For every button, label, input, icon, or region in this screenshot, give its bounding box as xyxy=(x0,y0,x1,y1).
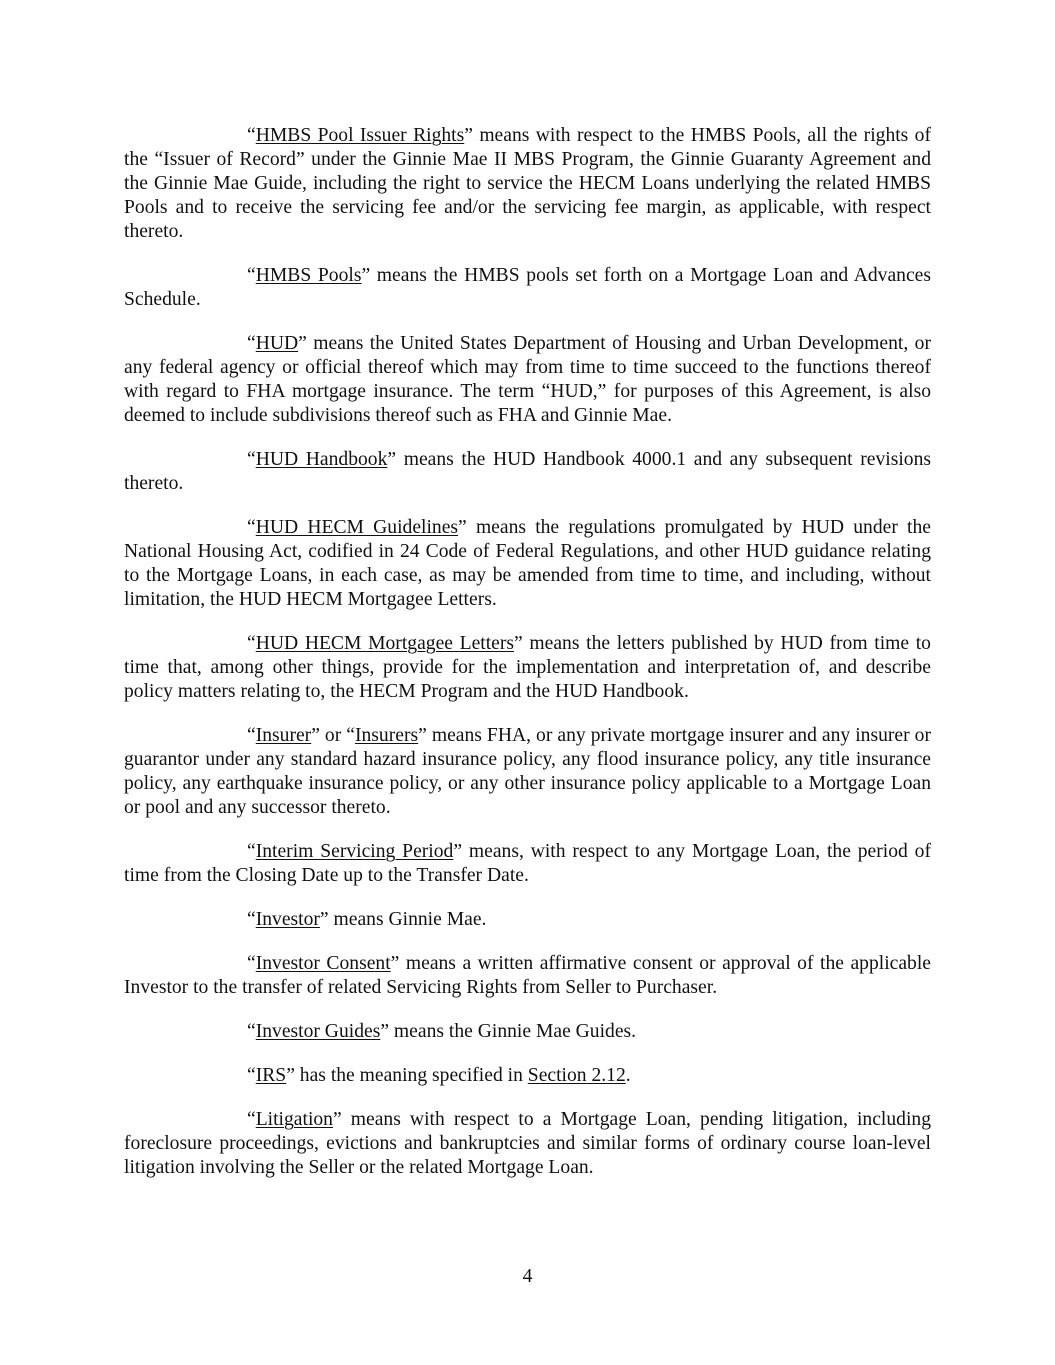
definition-text: means FHA, or any private mortgage insurer and any insurer or guarantor under any standard hazard insurance policy, any flood insurance policy, any title insurance policy, any earthquake insurance policy, or any other insurance policy applicable to a Mortgage Loan or pool and any successor thereto. xyxy=(124,725,931,818)
definition-text: means a written affirmative consent or approval of the applicable Investor to the transfer of related Servicing Rights from Seller to Purchaser. xyxy=(124,953,931,998)
defined-term: HUD Handbook xyxy=(255,449,388,470)
close-quote: ” xyxy=(464,125,473,146)
open-quote: “ xyxy=(247,953,256,974)
definition-text: means, with respect to any Mortgage Loan, the period of time from the Closing Date up to the Transfer Date. xyxy=(124,841,931,886)
definition-investor xyxy=(124,908,931,932)
quote-or-connector: ” or “ xyxy=(311,725,355,746)
defined-term: IRS xyxy=(255,1065,287,1086)
definition-text: means the Ginnie Mae Guides. xyxy=(389,1021,637,1042)
section-reference-link[interactable]: Section 2.12 xyxy=(527,1065,626,1086)
close-quote: ” xyxy=(514,633,523,654)
definition-text: means the United States Department of Housing and Urban Development, or any federal agency or official thereof which may from time to time succeed to the functions thereof with regard to FHA mortgage insurance. The term “HUD,” for purposes of this Agreement, is also deemed to include subdivisions thereof such as FHA and Ginnie Mae. xyxy=(124,333,931,426)
definition-text: means Ginnie Mae. xyxy=(328,909,487,930)
defined-term: HMBS Pools xyxy=(255,265,362,286)
open-quote: “ xyxy=(247,1021,256,1042)
defined-term: Investor Guides xyxy=(255,1021,381,1042)
close-quote: ” xyxy=(361,265,371,286)
definition-hud-hecm-guidelines xyxy=(124,516,931,612)
definition-text: means the HMBS pools set forth on a Mortgage Loan and Advances Schedule. xyxy=(124,265,931,310)
defined-term: Insurer xyxy=(255,725,312,746)
definition-hmbs-pool-issuer-rights xyxy=(124,124,931,244)
close-quote: ” xyxy=(458,517,467,538)
definition-text: means the regulations promulgated by HUD under the National Housing Act, codified in 24 Code of Federal Regulations, and other HUD guidance relating to the Mortgage Loans, in each case, as may be amended from time to time, and including, without limitation, the HUD HECM Mortgagee Letters. xyxy=(124,517,931,610)
close-quote: ” xyxy=(418,725,427,746)
open-quote: “ xyxy=(247,449,256,470)
definition-insurer xyxy=(124,724,931,820)
defined-term: Interim Servicing Period xyxy=(255,841,454,862)
definition-hmbs-pools xyxy=(124,264,931,312)
close-quote: ” xyxy=(387,449,397,470)
defined-term: HUD HECM Mortgagee Letters xyxy=(255,633,515,654)
definition-investor-consent xyxy=(124,952,931,1000)
document-page xyxy=(124,124,931,1200)
definition-hud-handbook xyxy=(124,448,931,496)
definition-text: means the HUD Handbook 4000.1 and any subsequent revisions thereto. xyxy=(124,449,931,494)
definition-irs xyxy=(124,1064,931,1088)
close-quote: ” xyxy=(453,841,463,862)
defined-term: HUD HECM Guidelines xyxy=(255,517,459,538)
definition-investor-guides xyxy=(124,1020,931,1044)
open-quote: “ xyxy=(247,333,256,354)
definition-text: means with respect to the HMBS Pools, all the rights of the “Issuer of Record” under the Ginnie Mae II MBS Program, the Ginnie Guaranty Agreement and the Ginnie Mae Guide, including the right to service the HECM Loans underlying the related HMBS Pools and to receive the servicing fee and/or the servicing fee margin, as applicable, with respect thereto. xyxy=(124,125,931,242)
close-quote: ” xyxy=(380,1021,390,1042)
close-quote: ” xyxy=(319,909,329,930)
defined-term: Investor xyxy=(255,909,320,930)
period: . xyxy=(625,1065,631,1086)
open-quote: “ xyxy=(247,1109,256,1130)
open-quote: “ xyxy=(247,1065,256,1086)
definition-hud-hecm-mortgagee-letters xyxy=(124,632,931,704)
close-quote: ” xyxy=(332,1109,342,1130)
definition-text: means with respect to a Mortgage Loan, pending litigation, including foreclosure proceedings, evictions and bankruptcies and similar forms of ordinary course loan-level litigation involving the Seller or the related Mortgage Loan. xyxy=(124,1109,931,1178)
open-quote: “ xyxy=(247,517,256,538)
open-quote: “ xyxy=(247,841,256,862)
definition-litigation xyxy=(124,1108,931,1180)
defined-term: HUD xyxy=(255,333,299,354)
definition-text: means the letters published by HUD from time to time that, among other things, provide for the implementation and interpretation of, and describe policy matters relating to, the HECM Program and the HUD Handbook. xyxy=(124,633,931,702)
defined-term: Litigation xyxy=(255,1109,333,1130)
definition-text: has the meaning specified in xyxy=(294,1065,528,1086)
close-quote: ” xyxy=(286,1065,295,1086)
close-quote: ” xyxy=(390,953,400,974)
page-number: 4 xyxy=(522,1266,533,1287)
defined-term: Investor Consent xyxy=(255,953,391,974)
defined-term: Insurers xyxy=(354,725,419,746)
definition-interim-servicing-period xyxy=(124,840,931,888)
defined-term: HMBS Pool Issuer Rights xyxy=(255,125,465,146)
definition-hud xyxy=(124,332,931,428)
open-quote: “ xyxy=(247,725,256,746)
open-quote: “ xyxy=(247,909,256,930)
close-quote: ” xyxy=(298,333,307,354)
open-quote: “ xyxy=(247,633,256,654)
open-quote: “ xyxy=(247,125,256,146)
open-quote: “ xyxy=(247,265,256,286)
